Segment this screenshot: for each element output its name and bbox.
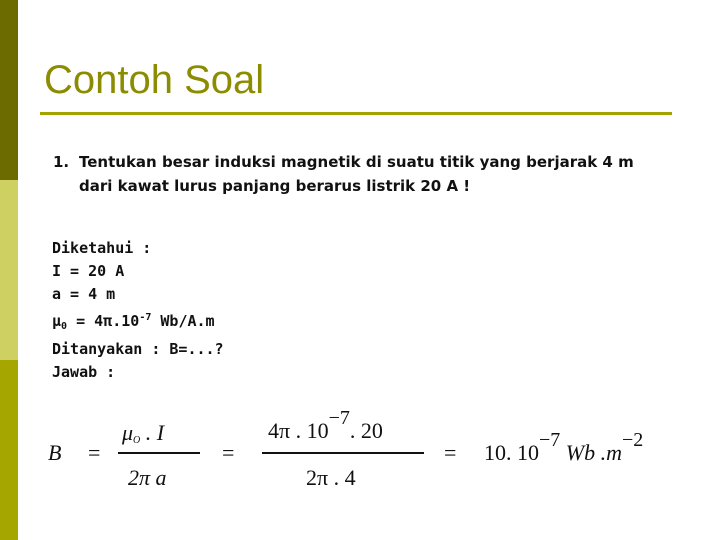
frac1-num-rest: . I xyxy=(140,420,165,445)
frac2-num-exp: −7 xyxy=(328,407,350,429)
known-values xyxy=(52,237,224,384)
mu-exponent: -7 xyxy=(139,312,152,323)
result-unit-exp: −2 xyxy=(622,429,644,451)
frac2-num-a: 4π . 10 xyxy=(268,418,329,443)
frac1-numerator xyxy=(122,420,164,446)
known-heading: Diketahui : xyxy=(52,239,152,257)
side-bar-middle xyxy=(0,180,18,360)
slide-title: Contoh Soal xyxy=(44,58,265,102)
answer-label: Jawab : xyxy=(52,363,116,381)
eq-equals-3: = xyxy=(444,440,457,465)
result-value: 10. 10 xyxy=(484,440,539,465)
problem-line-1: Tentukan besar induksi magnetik di suatu titik yang berjarak 4 m xyxy=(79,153,634,171)
problem-statement xyxy=(53,150,693,198)
side-bar-top xyxy=(0,0,18,180)
frac1-denominator: 2π a xyxy=(128,465,167,490)
frac2-line xyxy=(262,452,424,454)
mu-symbol: μ xyxy=(52,312,62,330)
frac2-numerator xyxy=(268,407,383,444)
known-distance: a = 4 m xyxy=(52,285,116,303)
mu-value: = 4π.10 xyxy=(67,312,140,330)
eq-lhs: B xyxy=(48,440,62,465)
side-bar-bottom xyxy=(0,360,18,540)
result xyxy=(484,429,644,466)
asked-line: Ditanyakan : B=...? xyxy=(52,340,224,358)
mu-subscript: 0 xyxy=(61,321,68,332)
result-exp: −7 xyxy=(539,429,561,451)
frac2-denominator: 2π . 4 xyxy=(306,465,356,490)
frac1-mu: μ xyxy=(122,420,134,445)
eq-equals-1: = xyxy=(88,440,101,465)
eq-equals-2: = xyxy=(222,440,235,465)
mu-unit: Wb/A.m xyxy=(151,312,215,330)
problem-number: 1. xyxy=(53,153,70,171)
result-unit: Wb .m xyxy=(565,440,622,465)
frac1-line xyxy=(118,452,200,454)
title-underline xyxy=(40,112,672,115)
frac1-mu-subscript: O xyxy=(133,435,141,446)
frac2-num-b: . 20 xyxy=(349,418,383,443)
problem-line-2: dari kawat lurus panjang berarus listrik 20 A ! xyxy=(79,177,471,195)
known-current: I = 20 A xyxy=(52,262,125,280)
known-permeability xyxy=(52,306,224,338)
